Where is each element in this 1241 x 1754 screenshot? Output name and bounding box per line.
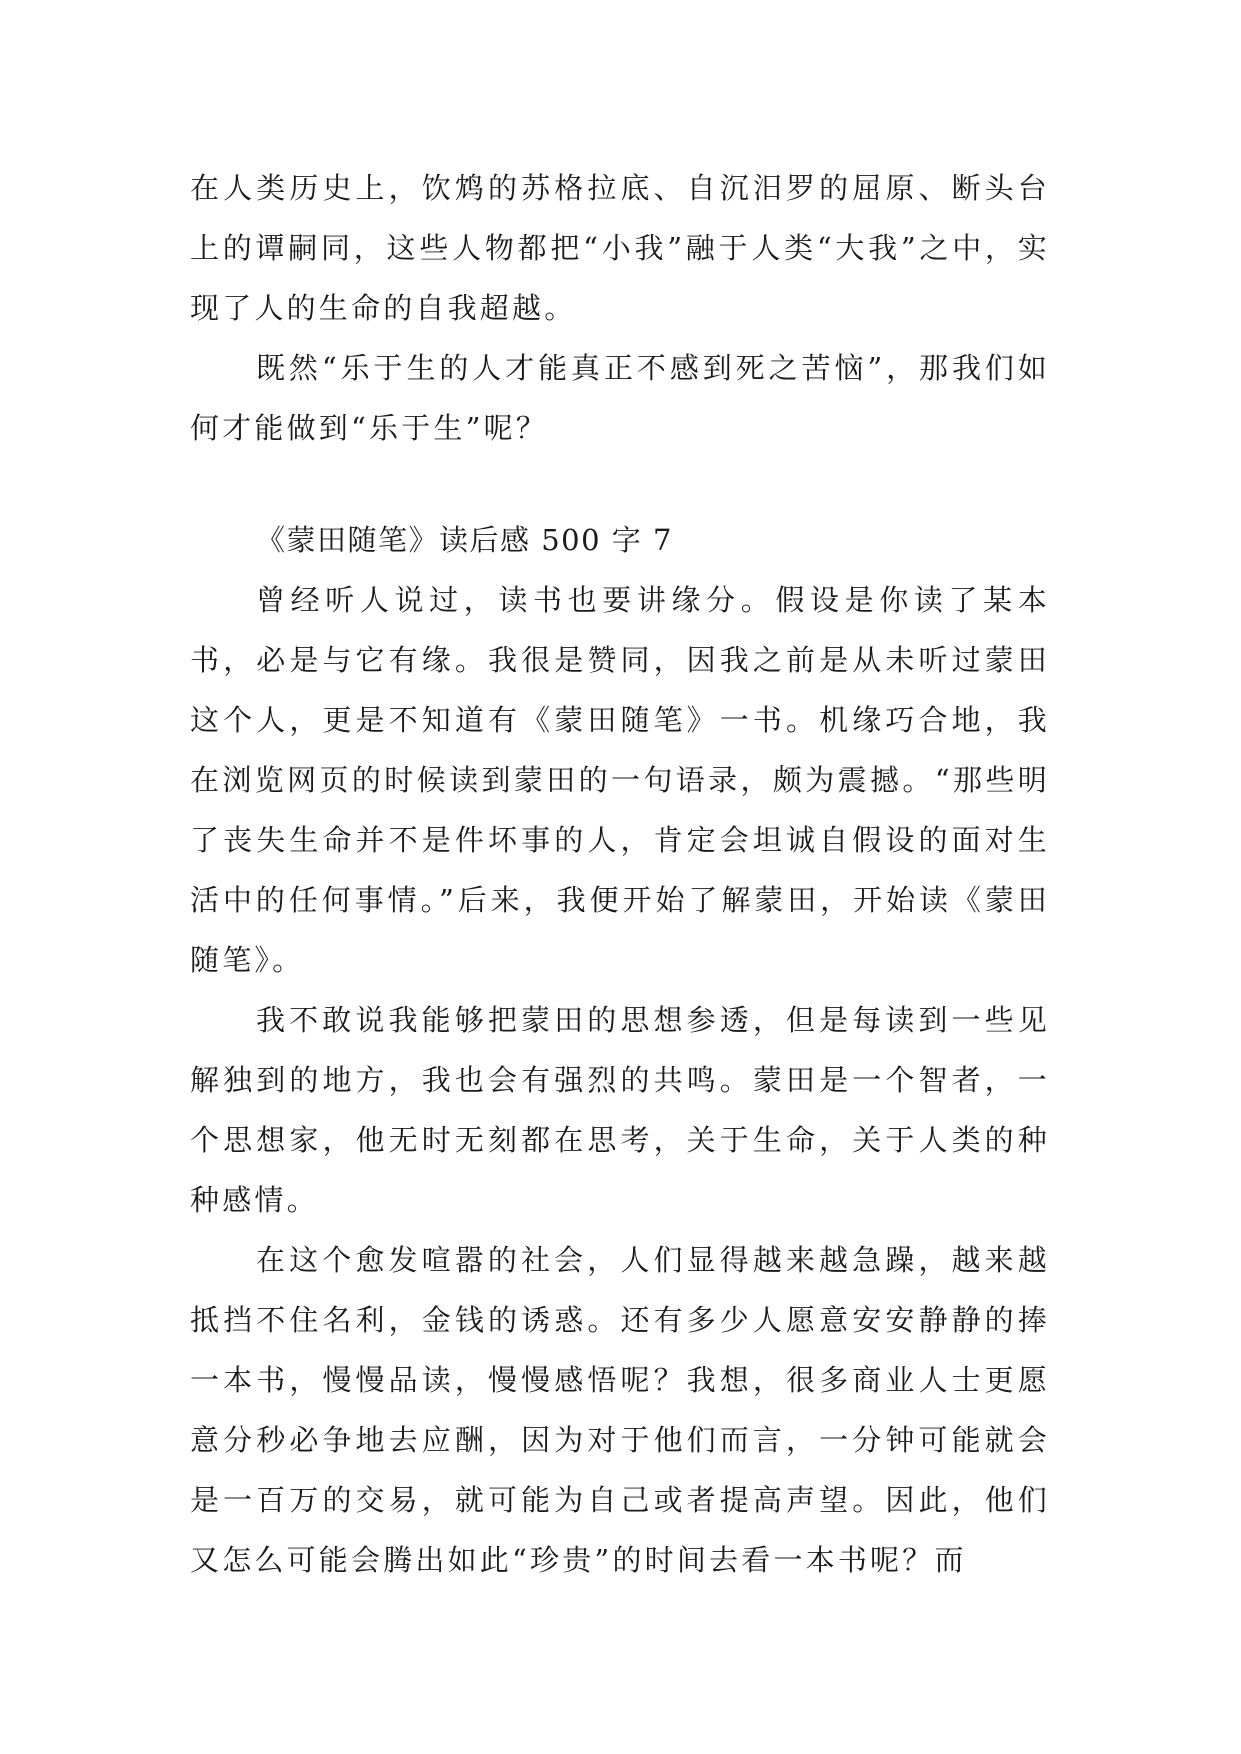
paragraph-historical-figures: 在人类历史上，饮鸩的苏格拉底、自沉汨罗的屈原、断头台上的谭嗣同，这些人物都把“小我”融于人类“大我”之中，实现了人的生命的自我超越。 bbox=[190, 171, 1050, 325]
document-body-section bbox=[190, 990, 1050, 1230]
section-heading: 《蒙田随笔》读后感 500 字 7 bbox=[256, 523, 673, 557]
paragraph-society-reading: 在这个愈发喧嚣的社会，人们显得越来越急躁，越来越抵挡不住名利，金钱的诱惑。还有多少人愿意安安静静的捧一本书，慢慢品读，慢慢感悟呢？我想，很多商业人士更愿意分秒必争地去应酬，因为对于他们而言，一分钟可能就会是一百万的交易，就可能为自己或者提高声望。因此，他们又怎么可能会腾出如此“珍贵”的时间去看一本书呢？而 bbox=[190, 1243, 1050, 1577]
paragraph-reading-fate: 曾经听人说过，读书也要讲缘分。假设是你读了某本书，必是与它有缘。我很是赞同，因我之前是从未听过蒙田这个人，更是不知道有《蒙田随笔》一书。机缘巧合地，我在浏览网页的时候读到蒙田的一句语录，颇为震撼。“那些明了丧失生命并不是件坏事的人，肯定会坦诚自假设的面对生活中的任何事情。”后来，我便开始了解蒙田，开始读《蒙田随笔》。 bbox=[190, 583, 1050, 977]
document-body-section bbox=[190, 338, 1050, 458]
document-body-section bbox=[190, 158, 1050, 338]
document-body-section bbox=[190, 570, 1050, 990]
paragraph-question: 既然“乐于生的人才能真正不感到死之苦恼”，那我们如何才能做到“乐于生”呢？ bbox=[190, 351, 1050, 445]
paragraph-montaigne-thought: 我不敢说我能够把蒙田的思想参透，但是每读到一些见解独到的地方，我也会有强烈的共鸣。蒙田是一个智者，一个思想家，他无时无刻都在思考，关于生命，关于人类的种种感情。 bbox=[190, 1003, 1050, 1217]
document-body-section bbox=[190, 1230, 1050, 1590]
